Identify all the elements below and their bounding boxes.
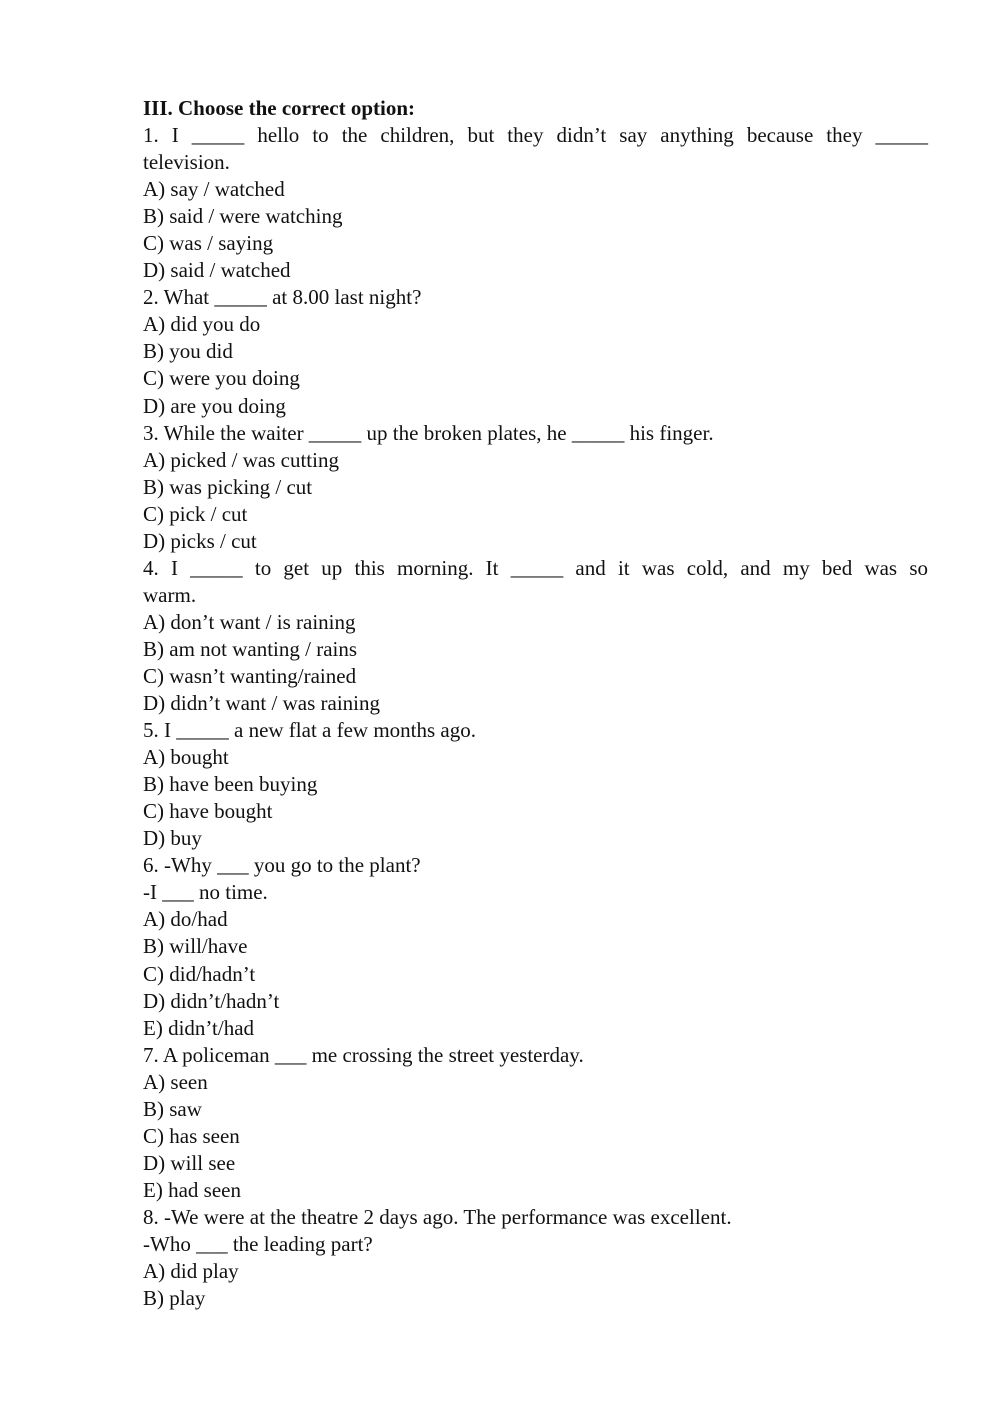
question-2-option-d[interactable]: D) are you doing — [143, 393, 286, 418]
question-6-stem-line-1: 6. -Why ___ you go to the plant? — [143, 853, 421, 878]
question-5 — [143, 717, 928, 852]
question-3 — [143, 420, 928, 555]
question-1-option-a[interactable]: A) say / watched — [143, 177, 285, 202]
question-1-stem-line-2: television. — [143, 150, 230, 175]
question-6-option-e[interactable]: E) didn’t/had — [143, 1015, 255, 1040]
question-8-stem-line-1: 8. -We were at the theatre 2 days ago. The performance was excellent. — [143, 1204, 732, 1229]
question-1-stem-line-1: 1. I _____ hello to the children, but they didn’t say anything because they _____ — [143, 123, 928, 148]
question-5-option-c[interactable]: C) have bought — [143, 799, 273, 824]
question-4-option-d[interactable]: D) didn’t want / was raining — [143, 691, 380, 716]
section-heading: III. Choose the correct option: — [143, 96, 415, 120]
question-7-option-c[interactable]: C) has seen — [143, 1123, 240, 1148]
question-6-stem-line-2: -I ___ no time. — [143, 880, 268, 905]
question-8-option-a[interactable]: A) did play — [143, 1259, 239, 1284]
question-4-stem-line-1: 4. I _____ to get up this morning. It _____ and it was cold, and my bed was so — [143, 555, 928, 580]
question-3-option-d[interactable]: D) picks / cut — [143, 528, 257, 553]
question-6-option-b[interactable]: B) will/have — [143, 934, 248, 959]
question-2 — [143, 284, 928, 419]
question-3-option-c[interactable]: C) pick / cut — [143, 501, 248, 526]
question-1-option-b[interactable]: B) said / were watching — [143, 204, 343, 229]
question-4-option-b[interactable]: B) am not wanting / rains — [143, 636, 358, 661]
question-5-option-b[interactable]: B) have been buying — [143, 772, 318, 797]
question-7 — [143, 1042, 928, 1204]
question-7-option-b[interactable]: B) saw — [143, 1096, 202, 1121]
question-4-stem-line-2: warm. — [143, 582, 197, 607]
question-7-option-e[interactable]: E) had seen — [143, 1177, 241, 1202]
question-6 — [143, 852, 928, 1041]
question-1-option-c[interactable]: C) was / saying — [143, 231, 274, 256]
question-4 — [143, 555, 928, 717]
question-6-option-a[interactable]: A) do/had — [143, 907, 228, 932]
question-4-option-a[interactable]: A) don’t want / is raining — [143, 609, 356, 634]
question-5-option-d[interactable]: D) buy — [143, 826, 202, 851]
question-2-option-c[interactable]: C) were you doing — [143, 366, 300, 391]
question-8-option-b[interactable]: B) play — [143, 1286, 206, 1311]
question-3-option-a[interactable]: A) picked / was cutting — [143, 447, 339, 472]
question-8 — [143, 1204, 928, 1312]
question-4-option-c[interactable]: C) wasn’t wanting/rained — [143, 663, 357, 688]
question-3-stem-line-1: 3. While the waiter _____ up the broken plates, he _____ his finger. — [143, 420, 714, 445]
question-1-option-d[interactable]: D) said / watched — [143, 258, 291, 283]
question-2-option-a[interactable]: A) did you do — [143, 312, 261, 337]
exercise-section — [143, 95, 928, 1312]
question-3-option-b[interactable]: B) was picking / cut — [143, 474, 313, 499]
question-7-option-a[interactable]: A) seen — [143, 1069, 208, 1094]
question-2-option-b[interactable]: B) you did — [143, 339, 233, 364]
question-5-stem-line-1: 5. I _____ a new flat a few months ago. — [143, 718, 476, 743]
question-1 — [143, 122, 928, 284]
question-7-option-d[interactable]: D) will see — [143, 1150, 236, 1175]
question-6-option-c[interactable]: C) did/hadn’t — [143, 961, 256, 986]
question-8-stem-line-2: -Who ___ the leading part? — [143, 1231, 373, 1256]
question-2-stem-line-1: 2. What _____ at 8.00 last night? — [143, 285, 422, 310]
question-7-stem-line-1: 7. A policeman ___ me crossing the street yesterday. — [143, 1042, 584, 1067]
question-5-option-a[interactable]: A) bought — [143, 745, 229, 770]
question-6-option-d[interactable]: D) didn’t/hadn’t — [143, 988, 280, 1013]
